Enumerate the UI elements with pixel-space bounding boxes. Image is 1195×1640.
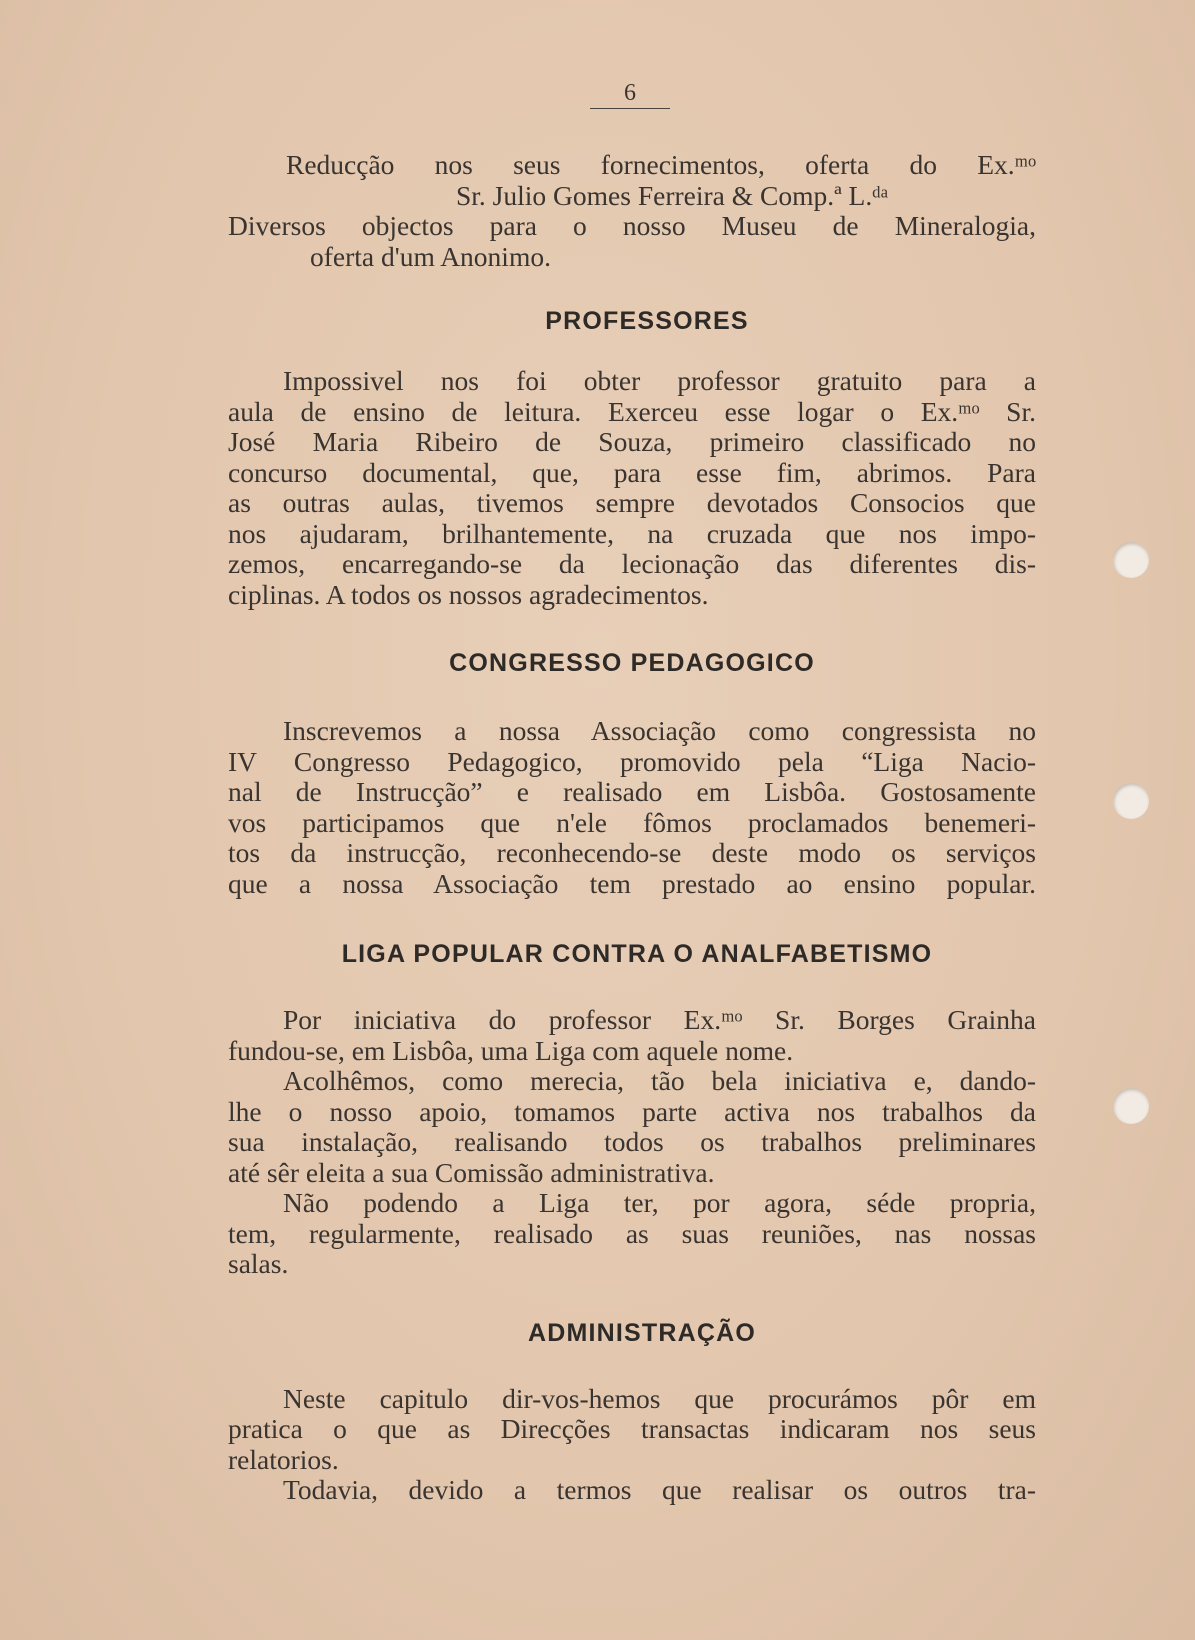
- text-line: lhe o nosso apoio, tomamos parte activa nos trabalhos da: [228, 1095, 1036, 1127]
- liga-paragraph: [228, 1005, 1036, 1280]
- text-line: Impossivel nos foi obter professor gratuito para a: [283, 365, 1036, 396]
- text-line: Sr. Julio Gomes Ferreira & Comp.ª L.ᵈᵃ: [456, 179, 889, 211]
- congresso-paragraph: [228, 716, 1036, 899]
- text-line: oferta d'um Anonimo.: [310, 240, 551, 272]
- text-line: IV Congresso Pedagogico, promovido pela “Liga Nacio-: [228, 745, 1036, 777]
- text-line: Acolhêmos, como merecia, tão bela iniciativa e, dando-: [283, 1065, 1036, 1096]
- text-line: as outras aulas, tivemos sempre devotados Consocios que: [228, 487, 1036, 518]
- text-line: nos ajudaram, brilhantemente, na cruzada que nos impo-: [228, 517, 1036, 549]
- text-line: fundou-se, em Lisbôa, uma Liga com aquele nome.: [228, 1034, 794, 1066]
- text-line: Neste capitulo dir-vos-hemos que procurámos pôr em: [283, 1382, 1036, 1414]
- text-line: pratica o que as Direcções transactas indicaram nos seus: [228, 1413, 1036, 1444]
- text-line: aula de ensino de leitura. Exerceu esse logar o Ex.ᵐᵒ Sr.: [228, 395, 1036, 427]
- binder-hole: [1113, 542, 1149, 578]
- text-line: tem, regularmente, realisado as suas reuniões, nas nossas: [228, 1217, 1036, 1249]
- text-line: sua instalação, realisando todos os trabalhos preliminares: [228, 1126, 1036, 1157]
- text-line: tos da instrucção, reconhecendo-se deste modo os serviços: [228, 837, 1036, 868]
- text-line: Reducção nos seus fornecimentos, oferta do Ex.ᵐᵒ: [286, 149, 1036, 180]
- section-heading-administracao: ADMINISTRAÇÃO: [527, 1318, 757, 1347]
- text-line: concurso documental, que, para esse fim, abrimos. Para: [228, 456, 1036, 488]
- administracao-paragraph: [228, 1384, 1036, 1506]
- text-line: José Maria Ribeiro de Souza, primeiro classificado no: [228, 426, 1036, 457]
- text-line: zemos, encarregando-se da lecionação das diferentes dis-: [228, 548, 1036, 579]
- text-line: que a nossa Associação tem prestado ao ensino popular.: [228, 867, 1036, 899]
- text-line: salas.: [228, 1248, 289, 1279]
- text-line: Não podendo a Liga ter, por agora, séde propria,: [283, 1187, 1036, 1218]
- text-line: nal de Instrucção” e realisado em Lisbôa. Gostosamente: [228, 776, 1036, 807]
- binder-hole: [1113, 783, 1149, 819]
- text-line: Todavia, devido a termos que realisar os outros tra-: [283, 1474, 1036, 1505]
- text-line: ciplinas. A todos os nossos agradecimentos.: [228, 578, 709, 610]
- text-line: Diversos objectos para o nosso Museu de Mineralogia,: [228, 210, 1036, 241]
- text-line: Inscrevemos a nossa Associação como congressista no: [283, 715, 1036, 746]
- binder-hole: [1113, 1088, 1149, 1124]
- text-line: até sêr eleita a sua Comissão administrativa.: [228, 1156, 715, 1188]
- text-line: vos participamos que n'ele fômos proclamados benemeri-: [228, 806, 1036, 838]
- page-number: 6: [590, 80, 670, 109]
- section-heading-congresso: CONGRESSO PEDAGOGICO: [449, 649, 815, 677]
- text-line: relatorios.: [228, 1443, 339, 1475]
- page-body: [228, 150, 1036, 1506]
- section-heading-liga: LIGA POPULAR CONTRA O ANALFABETISMO: [341, 940, 933, 968]
- section-heading-professores: PROFESSORES: [545, 307, 749, 335]
- text-line: Por iniciativa do professor Ex.ᵐᵒ Sr. Borges Grainha: [283, 1004, 1036, 1035]
- professores-paragraph: [228, 366, 1036, 610]
- intro-paragraph: [228, 150, 1036, 272]
